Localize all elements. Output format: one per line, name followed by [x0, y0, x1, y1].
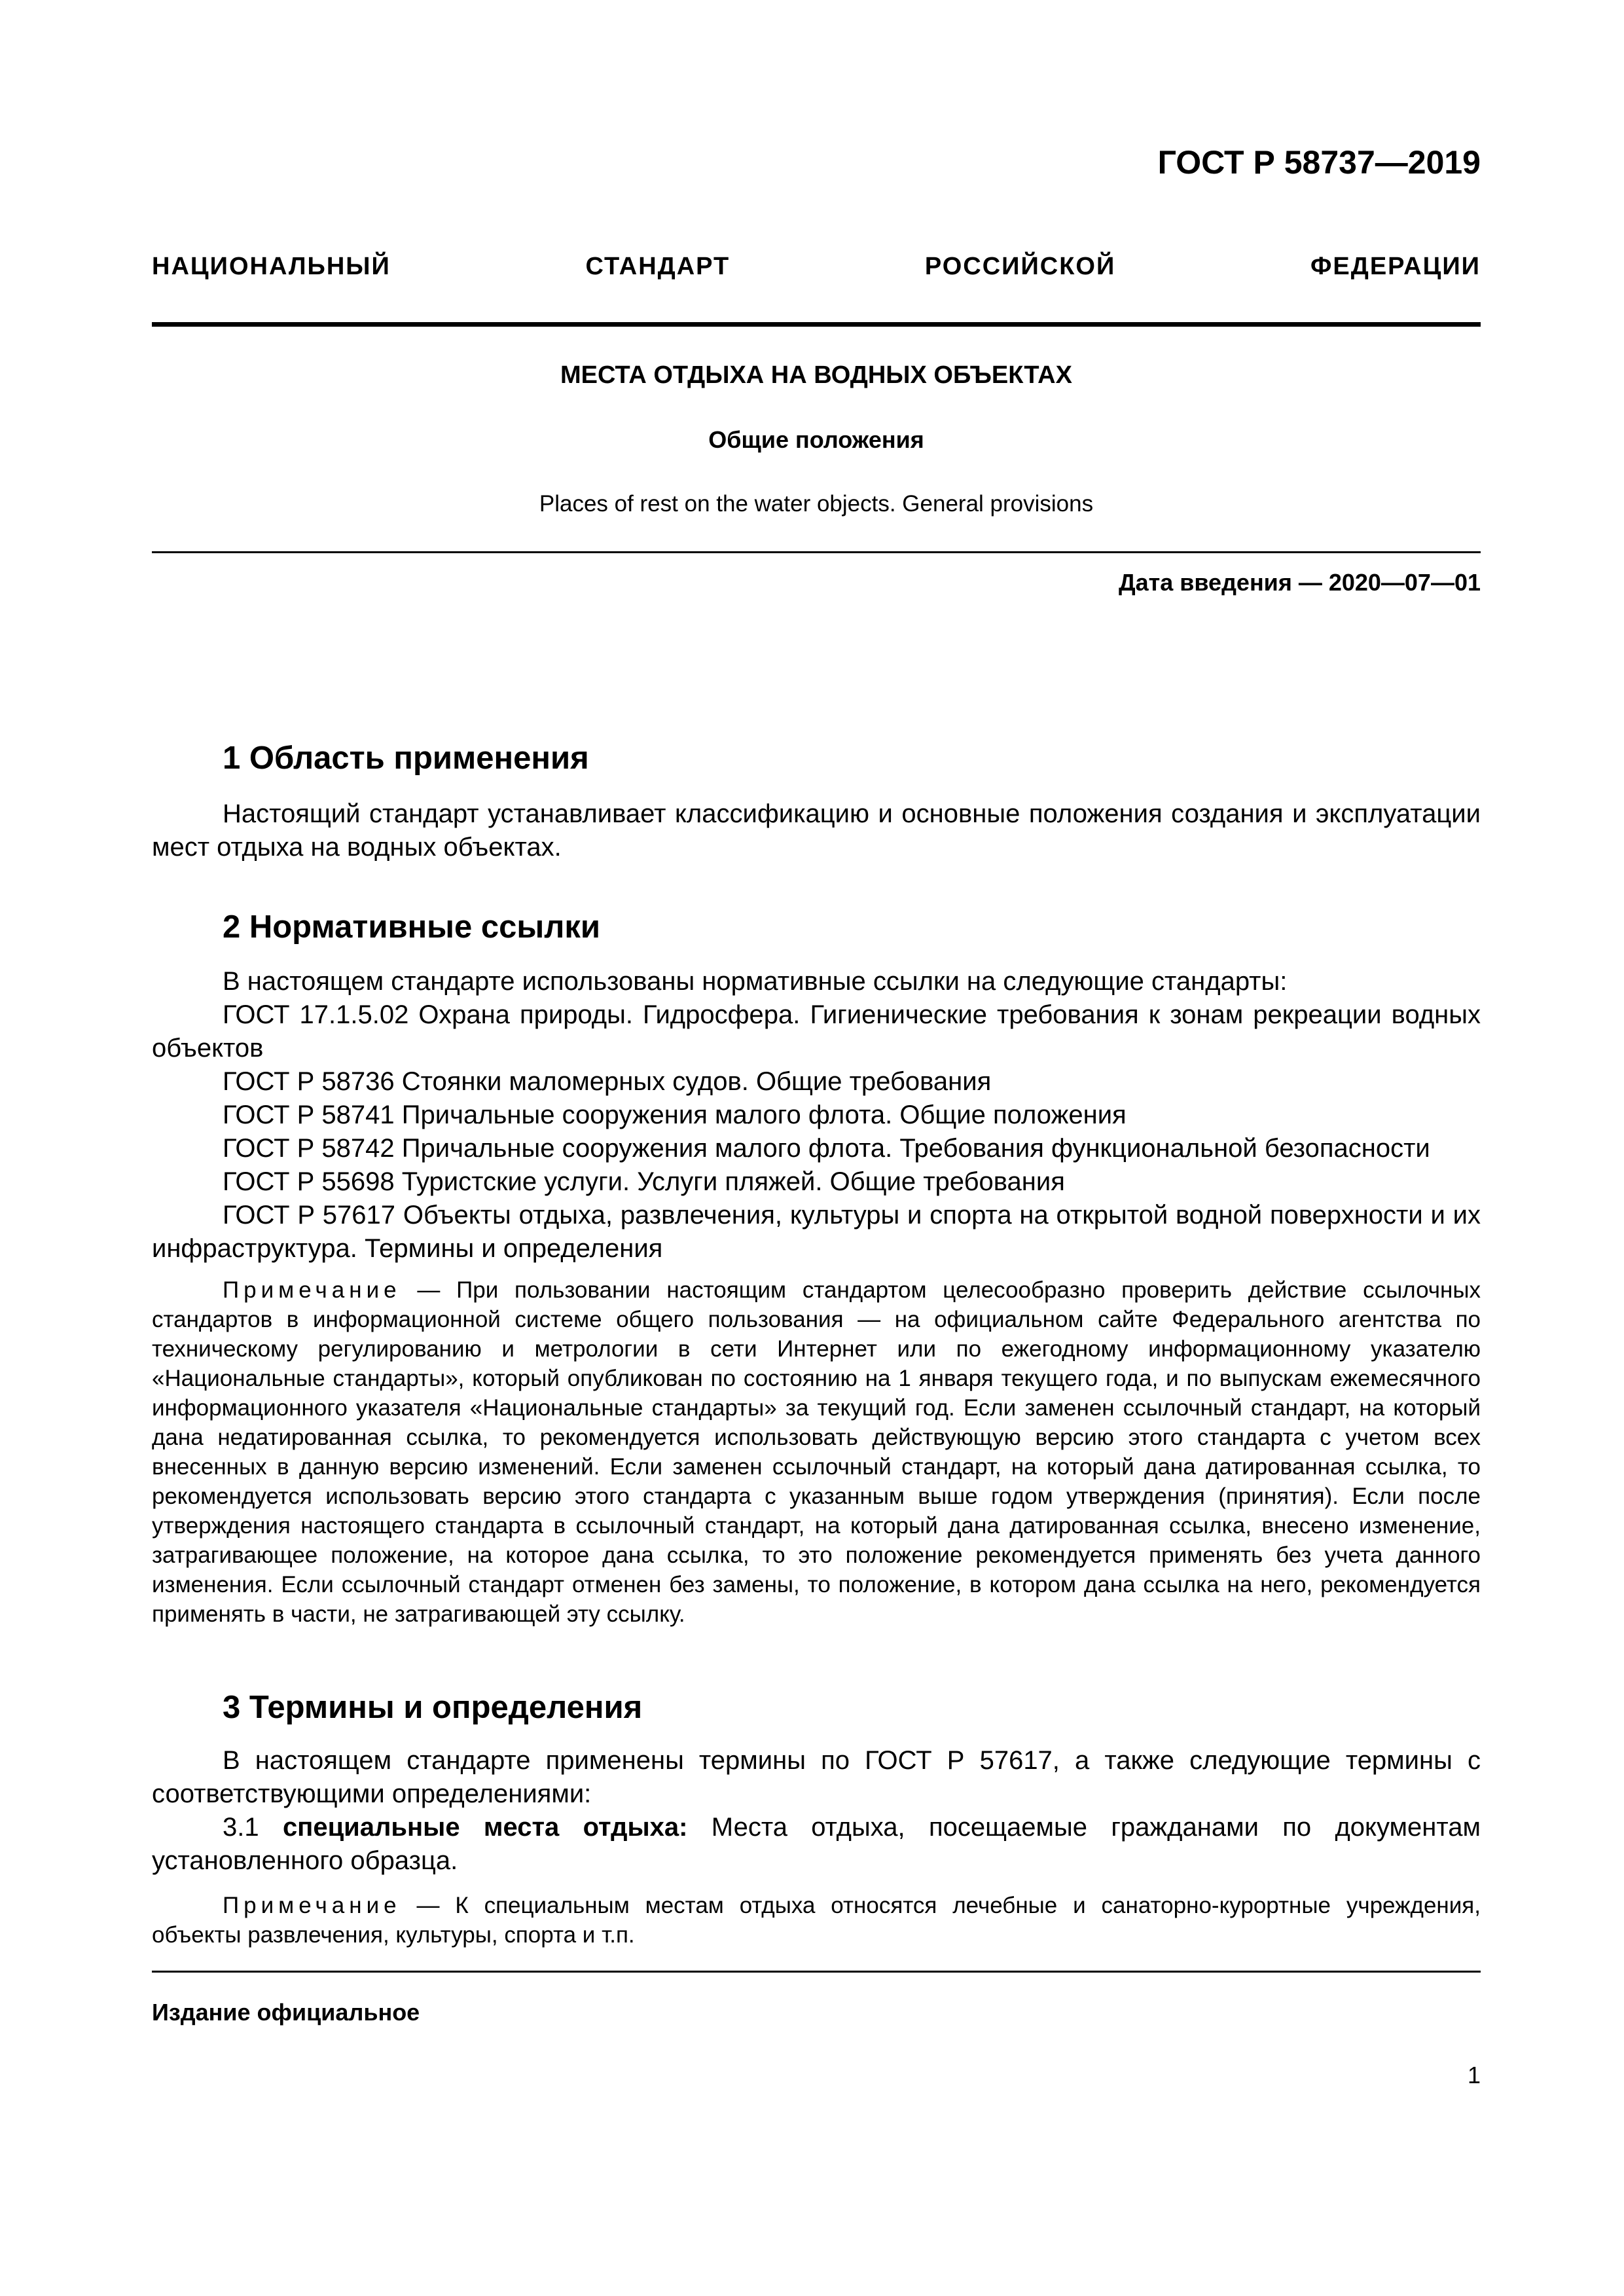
section-1-heading: 1 Область применения	[223, 740, 589, 776]
section-2-intro: В настоящем стандарте использованы нормативные ссылки на следующие стандарты:	[223, 967, 1288, 996]
document-number: ГОСТ Р 58737—2019	[1157, 144, 1481, 181]
title-divider	[152, 551, 1481, 553]
term-definition	[152, 1811, 1481, 1878]
reference-item: ГОСТ Р 55698 Туристские услуги. Услуги пляжей. Общие требования	[223, 1167, 1065, 1196]
term-name: специальные места отдыха:	[282, 1813, 688, 1842]
standard-title: МЕСТА ОТДЫХА НА ВОДНЫХ ОБЪЕКТАХ	[560, 361, 1072, 389]
section-3-intro: В настоящем стандарте применены термины по ГОСТ Р 57617, а также следующие термины с соответствующими определениями:	[152, 1746, 1481, 1808]
footer-divider	[152, 1971, 1481, 1973]
official-edition-label: Издание официальное	[152, 1999, 420, 2026]
section-3-heading: 3 Термины и определения	[223, 1690, 643, 1725]
section-2-note	[152, 1275, 1481, 1629]
english-title: Places of rest on the water objects. General provisions	[539, 491, 1094, 517]
introduction-date: Дата введения — 2020—07—01	[1118, 569, 1481, 596]
section-2-heading: 2 Нормативные ссылки	[223, 909, 600, 945]
page-number: 1	[1467, 2062, 1481, 2088]
reference-item: ГОСТ Р 58742 Причальные сооружения малого флота. Требования функциональной безопасности	[223, 1134, 1430, 1163]
reference-item: ГОСТ 17.1.5.02 Охрана природы. Гидросфера. Гигиенические требования к зонам рекреации водных объектов	[152, 1000, 1481, 1063]
note-label: Примечание	[223, 1277, 401, 1303]
note-text: — При пользовании настоящим стандартом целесообразно проверить действие ссылочных стандартов в информационной системе общего пользования — на официальном сайте Федерального агентства по техническому регулированию и метрологии в сети Интернет или по ежегодному информационному указателю «Национальные стандарты», который опубликован по состоянию на 1 января текущего года, и по выпускам ежемесячного информационного указателя «Национальные стандарты» за текущий год. Если заменен ссылочный стандарт, на который дана недатированная ссылка, то рекомендуется использовать действующую версию этого стандарта с учетом всех внесенных в данную версию изменений. Если заменен ссылочный стандарт, на который дана датированная ссылка, то рекомендуется использовать версию этого стандарта с указанным выше годом утверждения (принятия). Если после утверждения настоящего стандарта в ссылочный стандарт, на который дана датированная ссылка, внесено изменение, затрагивающее положение, на которое дана ссылка, то это положение рекомендуется применять без учета данного изменения. Если ссылочный стандарт отменен без замены, то положение, в котором дана ссылка на него, рекомендуется применять в части, не затрагивающей эту ссылку.	[152, 1277, 1481, 1627]
term-number: 3.1	[223, 1813, 283, 1842]
reference-item: ГОСТ Р 57617 Объекты отдыха, развлечения, культуры и спорта на открытой водной поверхности и их инфраструктура. Термины и определения	[152, 1201, 1481, 1263]
note-label: Примечание	[223, 1893, 401, 1918]
standard-subtitle: Общие положения	[708, 426, 924, 453]
national-standard-label: НАЦИОНАЛЬНЫЙ СТАНДАРТ РОССИЙСКОЙ ФЕДЕРАЦИИ	[152, 253, 1481, 280]
reference-item: ГОСТ Р 58741 Причальные сооружения малого флота. Общие положения	[223, 1101, 1127, 1129]
section-1-text: Настоящий стандарт устанавливает классификацию и основные положения создания и эксплуатации мест отдыха на водных объектах.	[152, 799, 1481, 862]
section-3-note	[152, 1891, 1481, 1950]
note-text: — К специальным местам отдыха относятся лечебные и санаторно-курортные учреждения, объекты развлечения, культуры, спорта и т.п.	[152, 1893, 1481, 1948]
term-definition-text: Места отдыха, посещаемые гражданами по документам установленного образца.	[152, 1813, 1481, 1875]
header-divider	[152, 322, 1481, 327]
reference-item: ГОСТ Р 58736 Стоянки маломерных судов. Общие требования	[223, 1067, 992, 1096]
